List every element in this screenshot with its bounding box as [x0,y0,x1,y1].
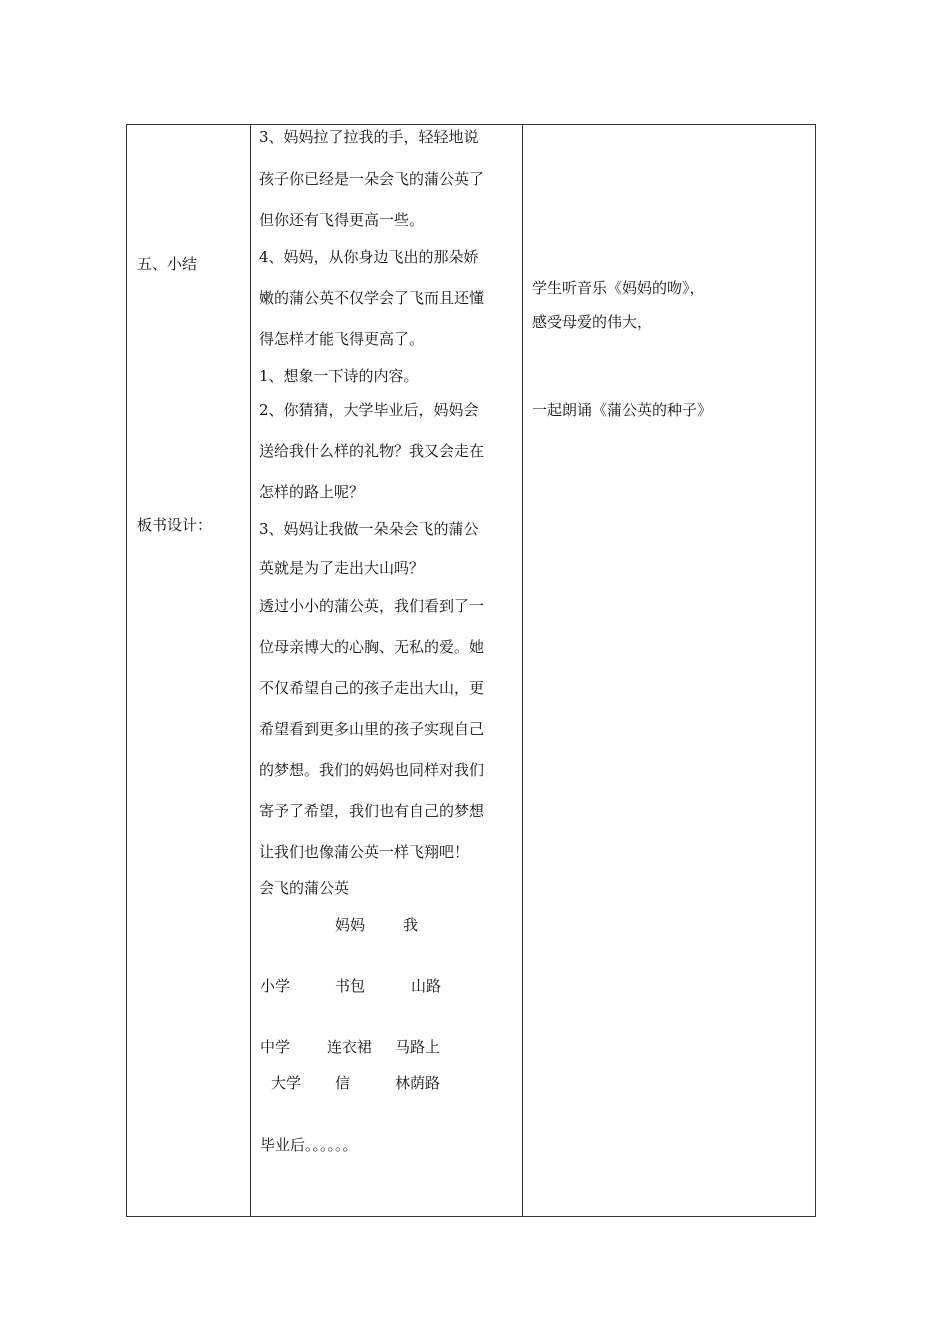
board-road: 林荫路 [395,1074,441,1092]
content-line: 3、妈妈拉了拉我的手，轻轻地说 [259,128,479,146]
content-line: 但你还有飞得更高一些。 [259,211,425,229]
board-road: 马路上 [395,1038,441,1056]
content-line: 透过小小的蒲公英，我们看到了一 [259,597,485,615]
content-line: 1、想象一下诗的内容。 [259,367,419,385]
board-header-me: 我 [403,916,419,934]
content-line: 希望看到更多山里的孩子实现自己 [259,720,485,738]
board-stage: 大学 [271,1074,302,1092]
board-ending: 毕业后。。。。。。 [260,1136,358,1154]
content-line: 孩子你已经是一朵会飞的蒲公英了 [259,170,485,188]
board-gift: 连衣裙 [327,1038,373,1056]
right-column [523,125,815,1216]
board-design-label: 板书设计： [137,516,213,534]
board-gift: 信 [335,1074,351,1092]
content-line: 英就是为了走出大山吗？ [259,559,425,577]
content-line: 位母亲博大的心胸、无私的爱。她 [259,638,485,656]
board-header-mom: 妈妈 [335,916,366,934]
content-line: 寄予了希望，我们也有自己的梦想 [259,802,485,820]
board-gift: 书包 [335,977,366,995]
board-stage: 小学 [260,977,291,995]
content-line: 让我们也像蒲公英一样飞翔吧！ [259,843,470,861]
summary-label: 五、小结 [137,255,198,273]
activity-line: 学生听音乐《妈妈的吻》， [532,279,705,297]
content-line: 不仅希望自己的孩子走出大山，更 [259,679,485,697]
content-line: 2、你猜猜，大学毕业后，妈妈会 [259,401,479,419]
activity-line: 感受母爱的伟大， [532,313,653,331]
middle-column [251,125,522,1216]
content-line: 4、妈妈，从你身边飞出的那朵娇 [259,248,479,266]
board-road: 山路 [411,977,442,995]
content-line: 怎样的路上呢？ [259,483,365,501]
activity-line: 一起朗诵《蒲公英的种子》 [532,401,713,419]
lesson-plan-table [126,124,816,1217]
content-line: 送给我什么样的礼物？我又会走在 [259,442,485,460]
content-line: 得怎样才能飞得更高了。 [259,330,425,348]
board-title: 会飞的蒲公英 [259,879,350,897]
content-line: 3、妈妈让我做一朵朵会飞的蒲公 [259,520,479,538]
left-column [127,125,250,1216]
content-line: 的梦想。我们的妈妈也同样对我们 [259,761,485,779]
content-line: 嫩的蒲公英不仅学会了飞而且还懂 [259,289,485,307]
board-stage: 中学 [260,1038,291,1056]
